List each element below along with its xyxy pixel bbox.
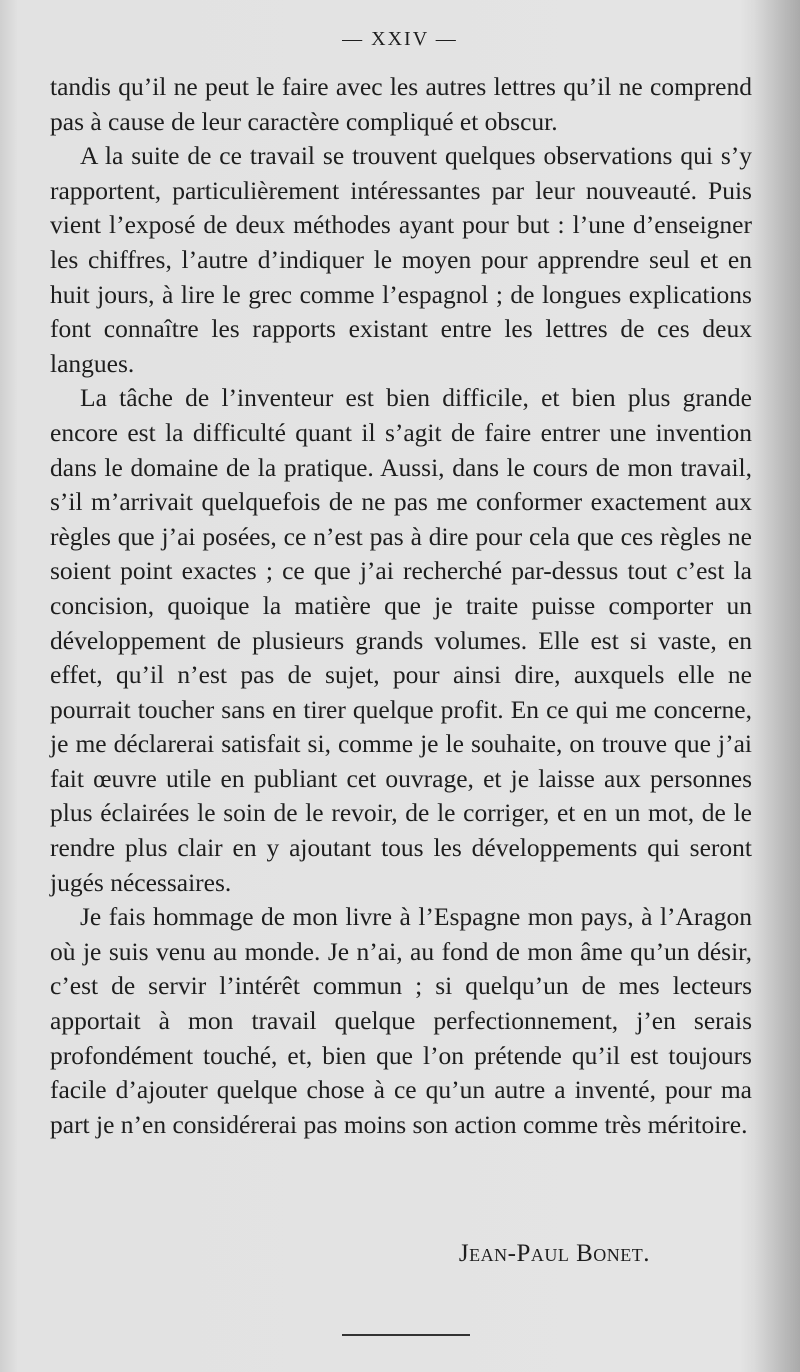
author-signature: Jean-Paul Bonet. [458, 1240, 650, 1267]
page-number-header: — XXIV — [342, 28, 458, 50]
paragraph: A la suite de ce travail se trouvent quelques observations qui s’y rapportent, particulièrement intéressantes par leur nouveauté. Puis vient l’exposé de deux méthodes ayant pour but : l’une d’enseigner les chiffres, l’autre d’indiquer le moyen pour apprendre seul et en huit jours, à lire le grec comme l’espagnol ; de longues explications font connaître les rapports existant entre les lettres de ces deux langues. [50, 141, 752, 378]
footnote-rule [342, 1334, 470, 1336]
page-edge-shadow [754, 0, 800, 1372]
body-text [50, 70, 752, 1142]
paragraph: La tâche de l’inventeur est bien difficile, et bien plus grande encore est la difficulté quant il s’agit de faire entrer une invention dans le domaine de la pratique. Aussi, dans le cours de mon travail, s’il m’arrivait quelquefois de ne pas me conformer exactement aux règles que j’ai posées, ce n’est pas à dire pour cela que ces règles ne soient point exactes ; ce que j’ai recherché par-dessus tout c’est la concision, quoique la matière que je traite puisse comporter un développement de plusieurs grands volumes. Elle est si vaste, en effet, qu’il n’est pas de sujet, pour ainsi dire, auxquels elle ne pourrait toucher sans en tirer quelque profit. En ce qui me concerne, je me déclarerai satisfait si, comme je le souhaite, on trouve que j’ai fait œuvre utile en publiant cet ouvrage, et je laisse aux personnes plus éclairées le soin de le revoir, de le corriger, et en un mot, de le rendre plus clair en y ajoutant tous les développements qui seront jugés nécessaires. [50, 383, 752, 897]
paragraph: Je fais hommage de mon livre à l’Espagne mon pays, à l’Aragon où je suis venu au monde. Je n’ai, au fond de mon âme qu’un désir, c’est de servir l’intérêt commun ; si quelqu’un de mes lecteurs apportait à mon travail quelque perfectionnement, j’en serais profondément touché, et, bien que l’on prétende qu’il est toujours facile d’ajouter quelque chose à ce qu’un autre a inventé, pour ma part je n’en considérerai pas moins son action comme très méritoire. [50, 902, 752, 1139]
paragraph-continuation: tandis qu’il ne peut le faire avec les autres lettres qu’il ne comprend pas à cause de leur caractère compliqué et obscur. [50, 72, 752, 136]
